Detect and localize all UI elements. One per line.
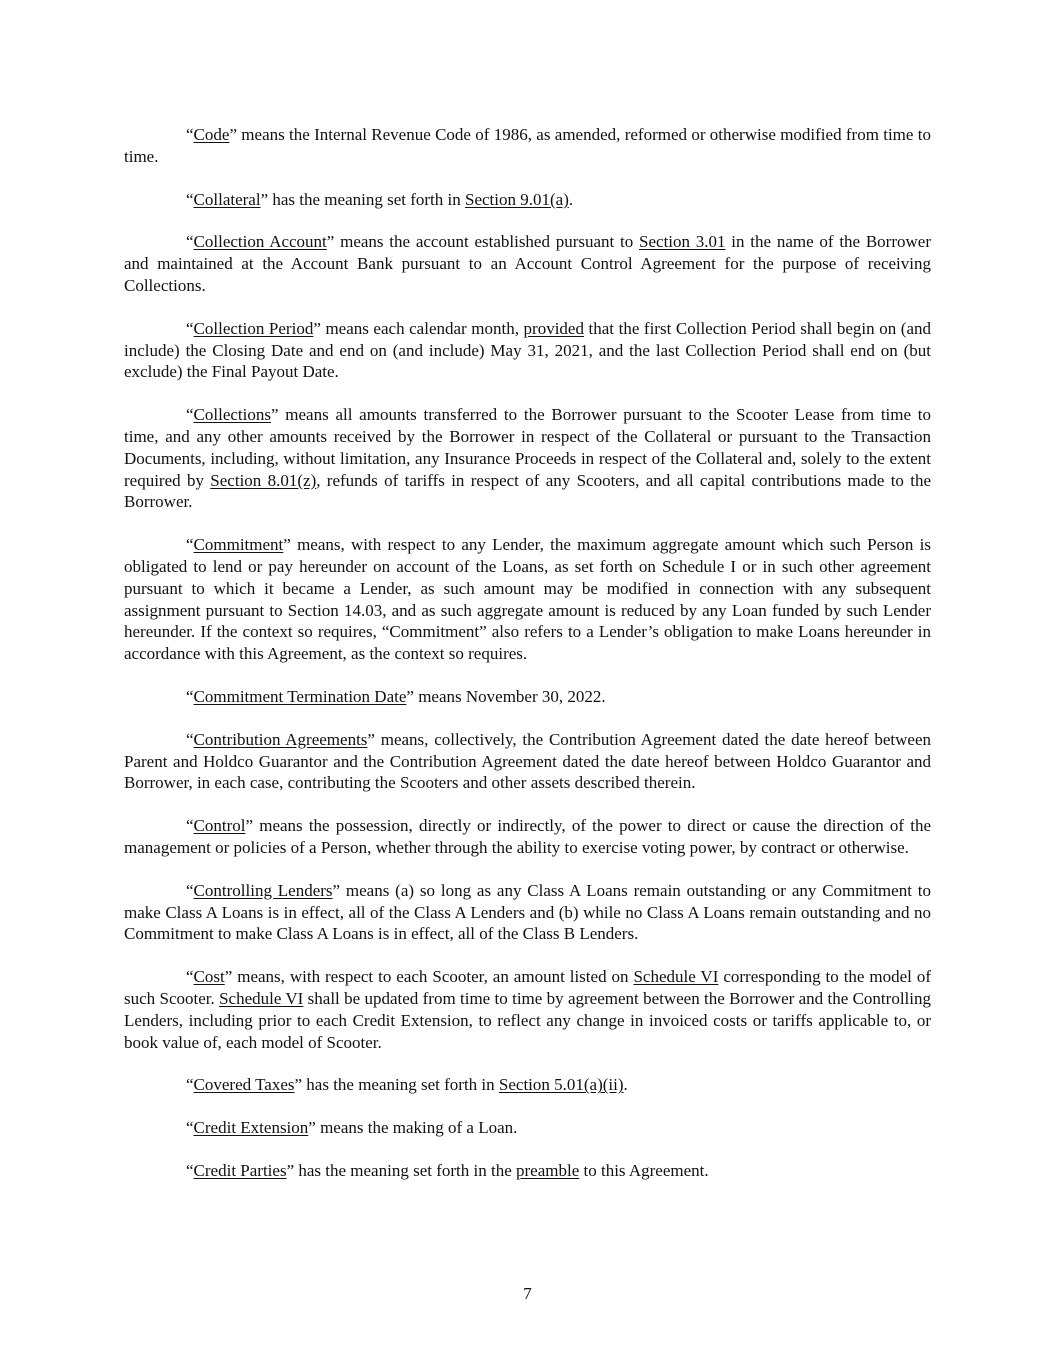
defined-term: Credit Extension <box>193 1118 309 1138</box>
definition-collateral: “Collateral” has the meaning set forth in Section 9.01(a). <box>186 189 574 209</box>
definition-contribution-agreements: “Contribution Agreements” means, collectively, the Contribution Agreement dated the date hereof between Parent and Holdco Guarantor and the Contribution Agreement dated the date hereof between Holdco Guarantor and Borrower, in each case, contributing the Scooters and other assets described therein. <box>124 729 932 793</box>
defined-term: Cost <box>193 967 225 987</box>
definition-text: . <box>623 1075 628 1095</box>
definition-text: ” means the possession, directly or indirectly, of the power to direct or cause the direction of the management or policies of a Person, whether through the ability to exercise voting power, by contract or otherwise. <box>124 816 931 857</box>
definition-controlling-lenders: “Controlling Lenders” means (a) so long as any Class A Loans remain outstanding or any Commitment to make Class A Loans is in effect, all of the Class A Lenders and (b) while no Class A Loans remain outstanding and no Commitment to make Class A Loans is in effect, all of the Class B Lenders. <box>124 880 931 944</box>
definition-covered-taxes: “Covered Taxes” has the meaning set forth in Section 5.01(a)(ii). <box>186 1075 628 1095</box>
proviso-term: provided <box>523 318 584 338</box>
defined-term: Controlling Lenders <box>193 880 333 900</box>
definition-collection-period: “Collection Period” means each calendar month, provided that the first Collection Period shall begin on (and include) the Closing Date and end on (and include) May 31, 2021, and the last Collection Period shall end on (but exclude) the Final Payout Date. <box>124 318 931 382</box>
definition-text: ” means the making of a Loan. <box>308 1118 518 1138</box>
definition-text: ” means (a) so long as any Class A Loans remain outstanding or any Commitment to make Class A Loans is in effect, all of the Class A Lenders and (b) while no Class A Loans remain outstanding and no Commitment to make Class A Loans is in effect, all of the Class B Lenders. <box>124 880 931 944</box>
definition-text: ” means November 30, 2022. <box>406 686 606 706</box>
defined-term: Contribution Agreements <box>193 729 368 749</box>
definition-credit-parties: “Credit Parties” has the meaning set forth in the preamble to this Agreement. <box>186 1160 709 1180</box>
defined-term: Control <box>193 816 246 836</box>
defined-term: Commitment <box>193 535 284 555</box>
definition-commitment: “Commitment” means, with respect to any Lender, the maximum aggregate amount which such Person is obligated to lend or pay hereunder on account of the Loans, as set forth on Schedule I or in such other agreement pursuant to which it became a Lender, as such amount may be modified in connection with any subsequent assignment pursuant to Section 14.03, and as such aggregate amount is reduced by any Loan funded by such Lender hereunder. If the context so requires, “Commitment” also refers to a Lender’s obligation to make Loans hereunder in accordance with this Agreement, as the context so requires. <box>124 535 931 664</box>
definition-text: ” means, collectively, the Contribution Agreement dated the date hereof between Parent and Holdco Guarantor and the Contribution Agreement dated the date hereof between Holdco Guarantor and Borrower, in each case, contributing the Scooters and other assets described therein. <box>124 729 932 793</box>
definition-text: to this Agreement. <box>579 1160 709 1180</box>
cross-reference: Schedule VI <box>219 988 304 1008</box>
definition-control: “Control” means the possession, directly or indirectly, of the power to direct or cause the direction of the management or policies of a Person, whether through the ability to exercise voting power, by contract or otherwise. <box>124 816 931 857</box>
definition-cost: “Cost” means, with respect to each Scooter, an amount listed on Schedule VI corresponding to the model of such Scooter. Schedule VI shall be updated from time to time by agreement between the Borrower and the Controlling Lenders, including prior to each Credit Extension, to reflect any change in invoiced costs or tariffs applicable to, or book value of, each model of Scooter. <box>124 967 932 1052</box>
definition-collection-account: “Collection Account” means the account established pursuant to Section 3.01 in the name of the Borrower and maintained at the Account Bank pursuant to an Account Control Agreement for the purpose of receiving Collections. <box>124 232 931 295</box>
definition-text: ” means the Internal Revenue Code of 1986, as amended, reformed or otherwise modified from time to time. <box>124 125 931 166</box>
definition-code: “Code” means the Internal Revenue Code of 1986, as amended, reformed or otherwise modified from time to time. <box>124 125 931 166</box>
definition-text: ” means all amounts transferred to the Borrower pursuant to the Scooter Lease from time to time, and any other amounts received by the Borrower in respect of the Collateral or pursuant to the Transaction Documents, including, without limitation, any Insurance Proceeds in respect of the Collateral and, solely to the extent required by <box>124 405 931 490</box>
page-number: 7 <box>523 1284 532 1303</box>
cross-reference: Section 3.01 <box>639 232 726 252</box>
definition-text: ” has the meaning set forth in <box>260 189 465 209</box>
defined-term: Collection Period <box>193 318 314 338</box>
cross-reference: Schedule VI <box>633 967 719 987</box>
cross-reference: preamble <box>516 1160 580 1180</box>
defined-term: Collections <box>193 405 271 425</box>
defined-term: Covered Taxes <box>193 1075 295 1095</box>
cross-reference: Section 8.01(z) <box>210 470 317 490</box>
definition-collections: “Collections” means all amounts transferred to the Borrower pursuant to the Scooter Lease from time to time, and any other amounts received by the Borrower in respect of the Collateral or pursuant to the Transaction Documents, including, without limitation, any Insurance Proceeds in respect of the Collateral and, solely to the extent required by Section 8.01(z), refunds of tariffs in respect of any Scooters, and all capital contributions made to the Borrower. <box>124 405 932 512</box>
definition-text: ” means each calendar month, <box>313 318 524 338</box>
definition-text: that the first Collection Period shall begin on (and include) the Closing Date and end on (and include) May 31, 2021, and the last Collection Period shall end on (but exclude) the Final Payout Date. <box>124 318 931 382</box>
definition-commitment-termination-date: “Commitment Termination Date” means November 30, 2022. <box>186 686 606 706</box>
definition-text: , refunds of tariffs in respect of any Scooters, and all capital contributions made to the Borrower. <box>124 470 932 512</box>
definition-text: . <box>568 189 574 209</box>
defined-term: Commitment Termination Date <box>193 686 407 706</box>
definition-text: ” means, with respect to any Lender, the maximum aggregate amount which such Person is obligated to lend or pay hereunder on account of the Loans, as set forth on Schedule I or in such other agreement pursuant to which it became a Lender, as such amount may be modified in connection with any subsequent assignment pursuant to Section 14.03, and as such aggregate amount is reduced by any Loan funded by such Lender hereunder. If the context so requires, “Commitment” also refers to a Lender’s obligation to make Loans hereunder in accordance with this Agreement, as the context so requires. <box>124 535 931 664</box>
defined-term: Collection Account <box>193 232 327 252</box>
definition-text: ” has the meaning set forth in the <box>286 1160 516 1180</box>
definition-text: in the name of the Borrower and maintained at the Account Bank pursuant to an Account Control Agreement for the purpose of receiving Collections. <box>124 232 931 295</box>
definition-text: ” means the account established pursuant to <box>326 232 640 252</box>
definition-text: corresponding to the model of such Scooter. <box>124 967 932 1008</box>
cross-reference: Section 5.01(a)(ii) <box>498 1075 624 1095</box>
definition-credit-extension: “Credit Extension” means the making of a Loan. <box>186 1118 518 1138</box>
defined-term: Collateral <box>193 189 261 209</box>
definition-text: shall be updated from time to time by agreement between the Borrower and the Controlling Lenders, including prior to each Credit Extension, to reflect any change in invoiced costs or tariffs applicable to, or book value of, each model of Scooter. <box>124 988 931 1052</box>
defined-term: Code <box>193 125 230 144</box>
defined-term: Credit Parties <box>193 1160 287 1180</box>
definition-text: ” means, with respect to each Scooter, an amount listed on <box>224 967 634 987</box>
definition-text: ” has the meaning set forth in <box>294 1075 499 1095</box>
cross-reference: Section 9.01(a) <box>465 189 569 209</box>
document-page <box>124 124 931 1203</box>
